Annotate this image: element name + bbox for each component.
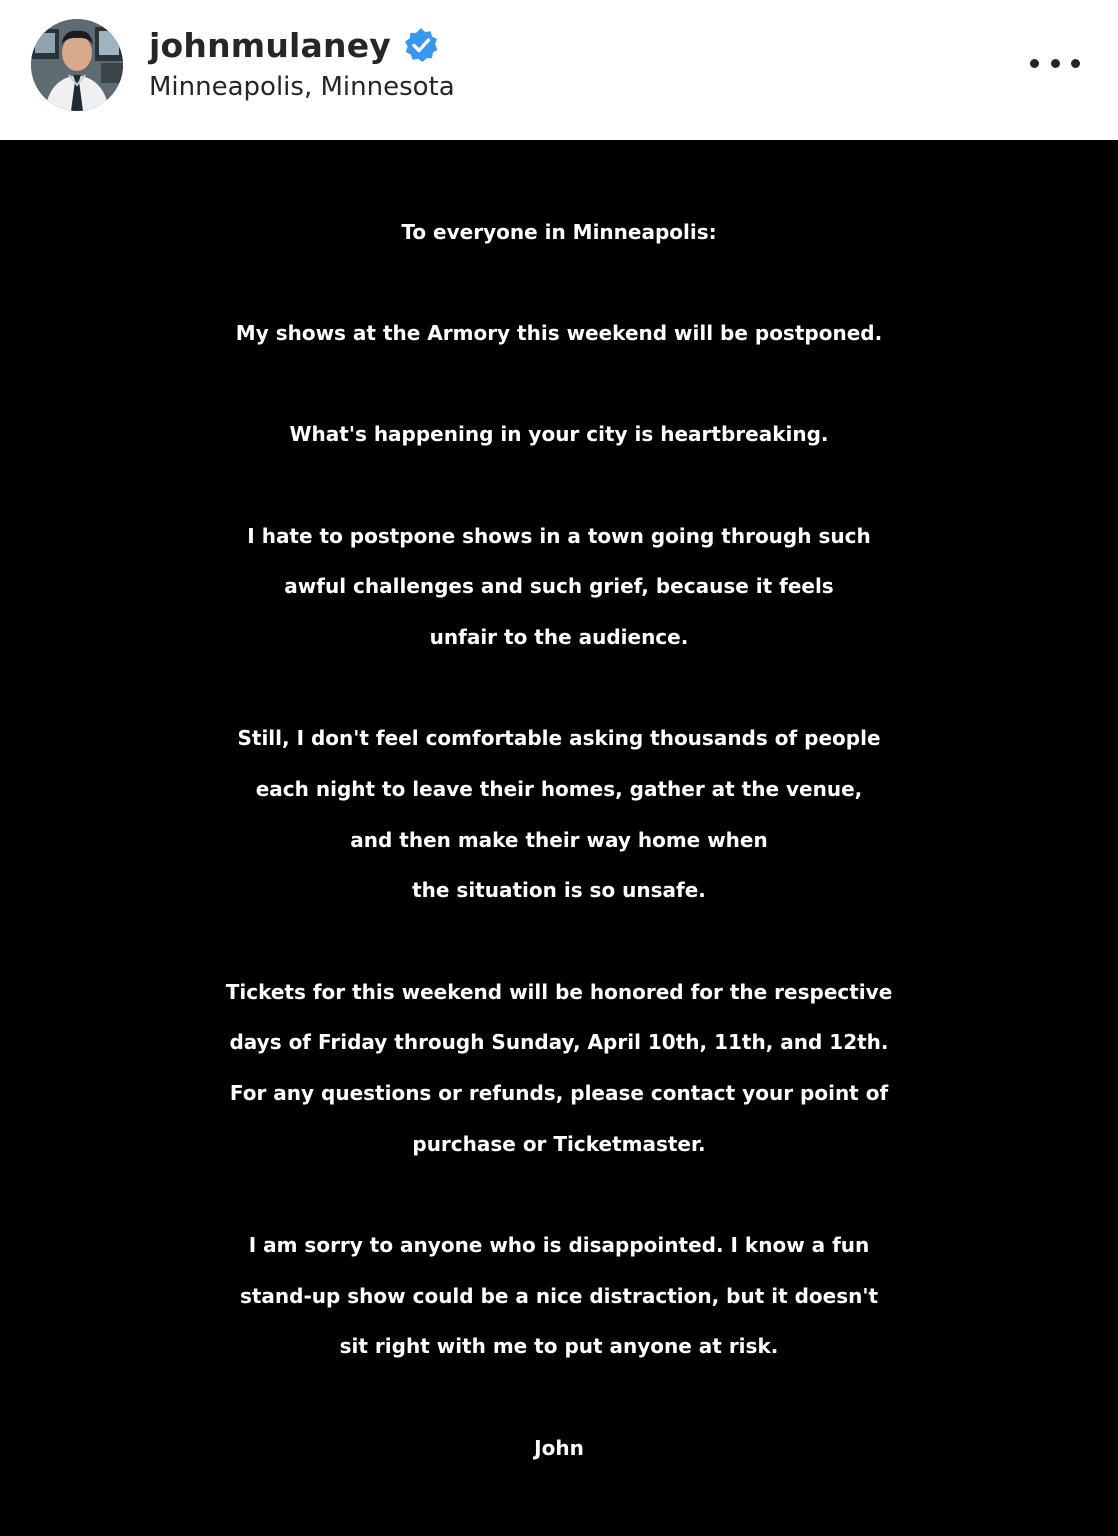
post-text-line: My shows at the Armory this weekend will be postponed.	[235, 321, 883, 345]
post-text-line: To everyone in Minneapolis:	[401, 220, 717, 244]
post-location[interactable]: Minneapolis, Minnesota	[149, 72, 455, 102]
post-text-line: purchase or Ticketmaster.	[412, 1132, 706, 1156]
post-text-line: days of Friday through Sunday, April 10th, 11th, and 12th.	[229, 1030, 889, 1054]
avatar-image	[31, 19, 123, 111]
post-text-line: I am sorry to anyone who is disappointed. I know a fun	[248, 1233, 870, 1257]
username-row	[149, 22, 439, 68]
more-dot	[1030, 59, 1039, 68]
post-text-line: For any questions or refunds, please contact your point of	[229, 1081, 889, 1105]
post-text-line: I hate to postpone shows in a town going through such	[247, 524, 871, 548]
post-text-line: and then make their way home when	[350, 828, 768, 852]
more-options-icon[interactable]	[1030, 51, 1080, 75]
post-text-line: each night to leave their homes, gather at the venue,	[255, 777, 863, 801]
post-image	[0, 140, 1118, 1536]
post-signature: John	[534, 1436, 584, 1460]
post-text-line: Tickets for this weekend will be honored for the respective	[225, 980, 893, 1004]
avatar[interactable]	[31, 19, 123, 111]
post-text-line: stand-up show could be a nice distraction, but it doesn't	[239, 1284, 879, 1308]
post-text-line: Still, I don't feel comfortable asking thousands of people	[237, 726, 881, 750]
post-text-line: awful challenges and such grief, because it feels	[284, 574, 834, 598]
post-text-line: What's happening in your city is heartbreaking.	[289, 422, 829, 446]
verified-badge-icon	[403, 27, 439, 63]
username[interactable]: johnmulaney	[149, 25, 392, 65]
post-header	[0, 0, 1118, 140]
post-text-line: unfair to the audience.	[429, 625, 689, 649]
more-dot	[1051, 59, 1060, 68]
more-dot	[1071, 59, 1080, 68]
post-text-line: sit right with me to put anyone at risk.	[339, 1334, 779, 1358]
post-text-line: the situation is so unsafe.	[412, 878, 706, 902]
